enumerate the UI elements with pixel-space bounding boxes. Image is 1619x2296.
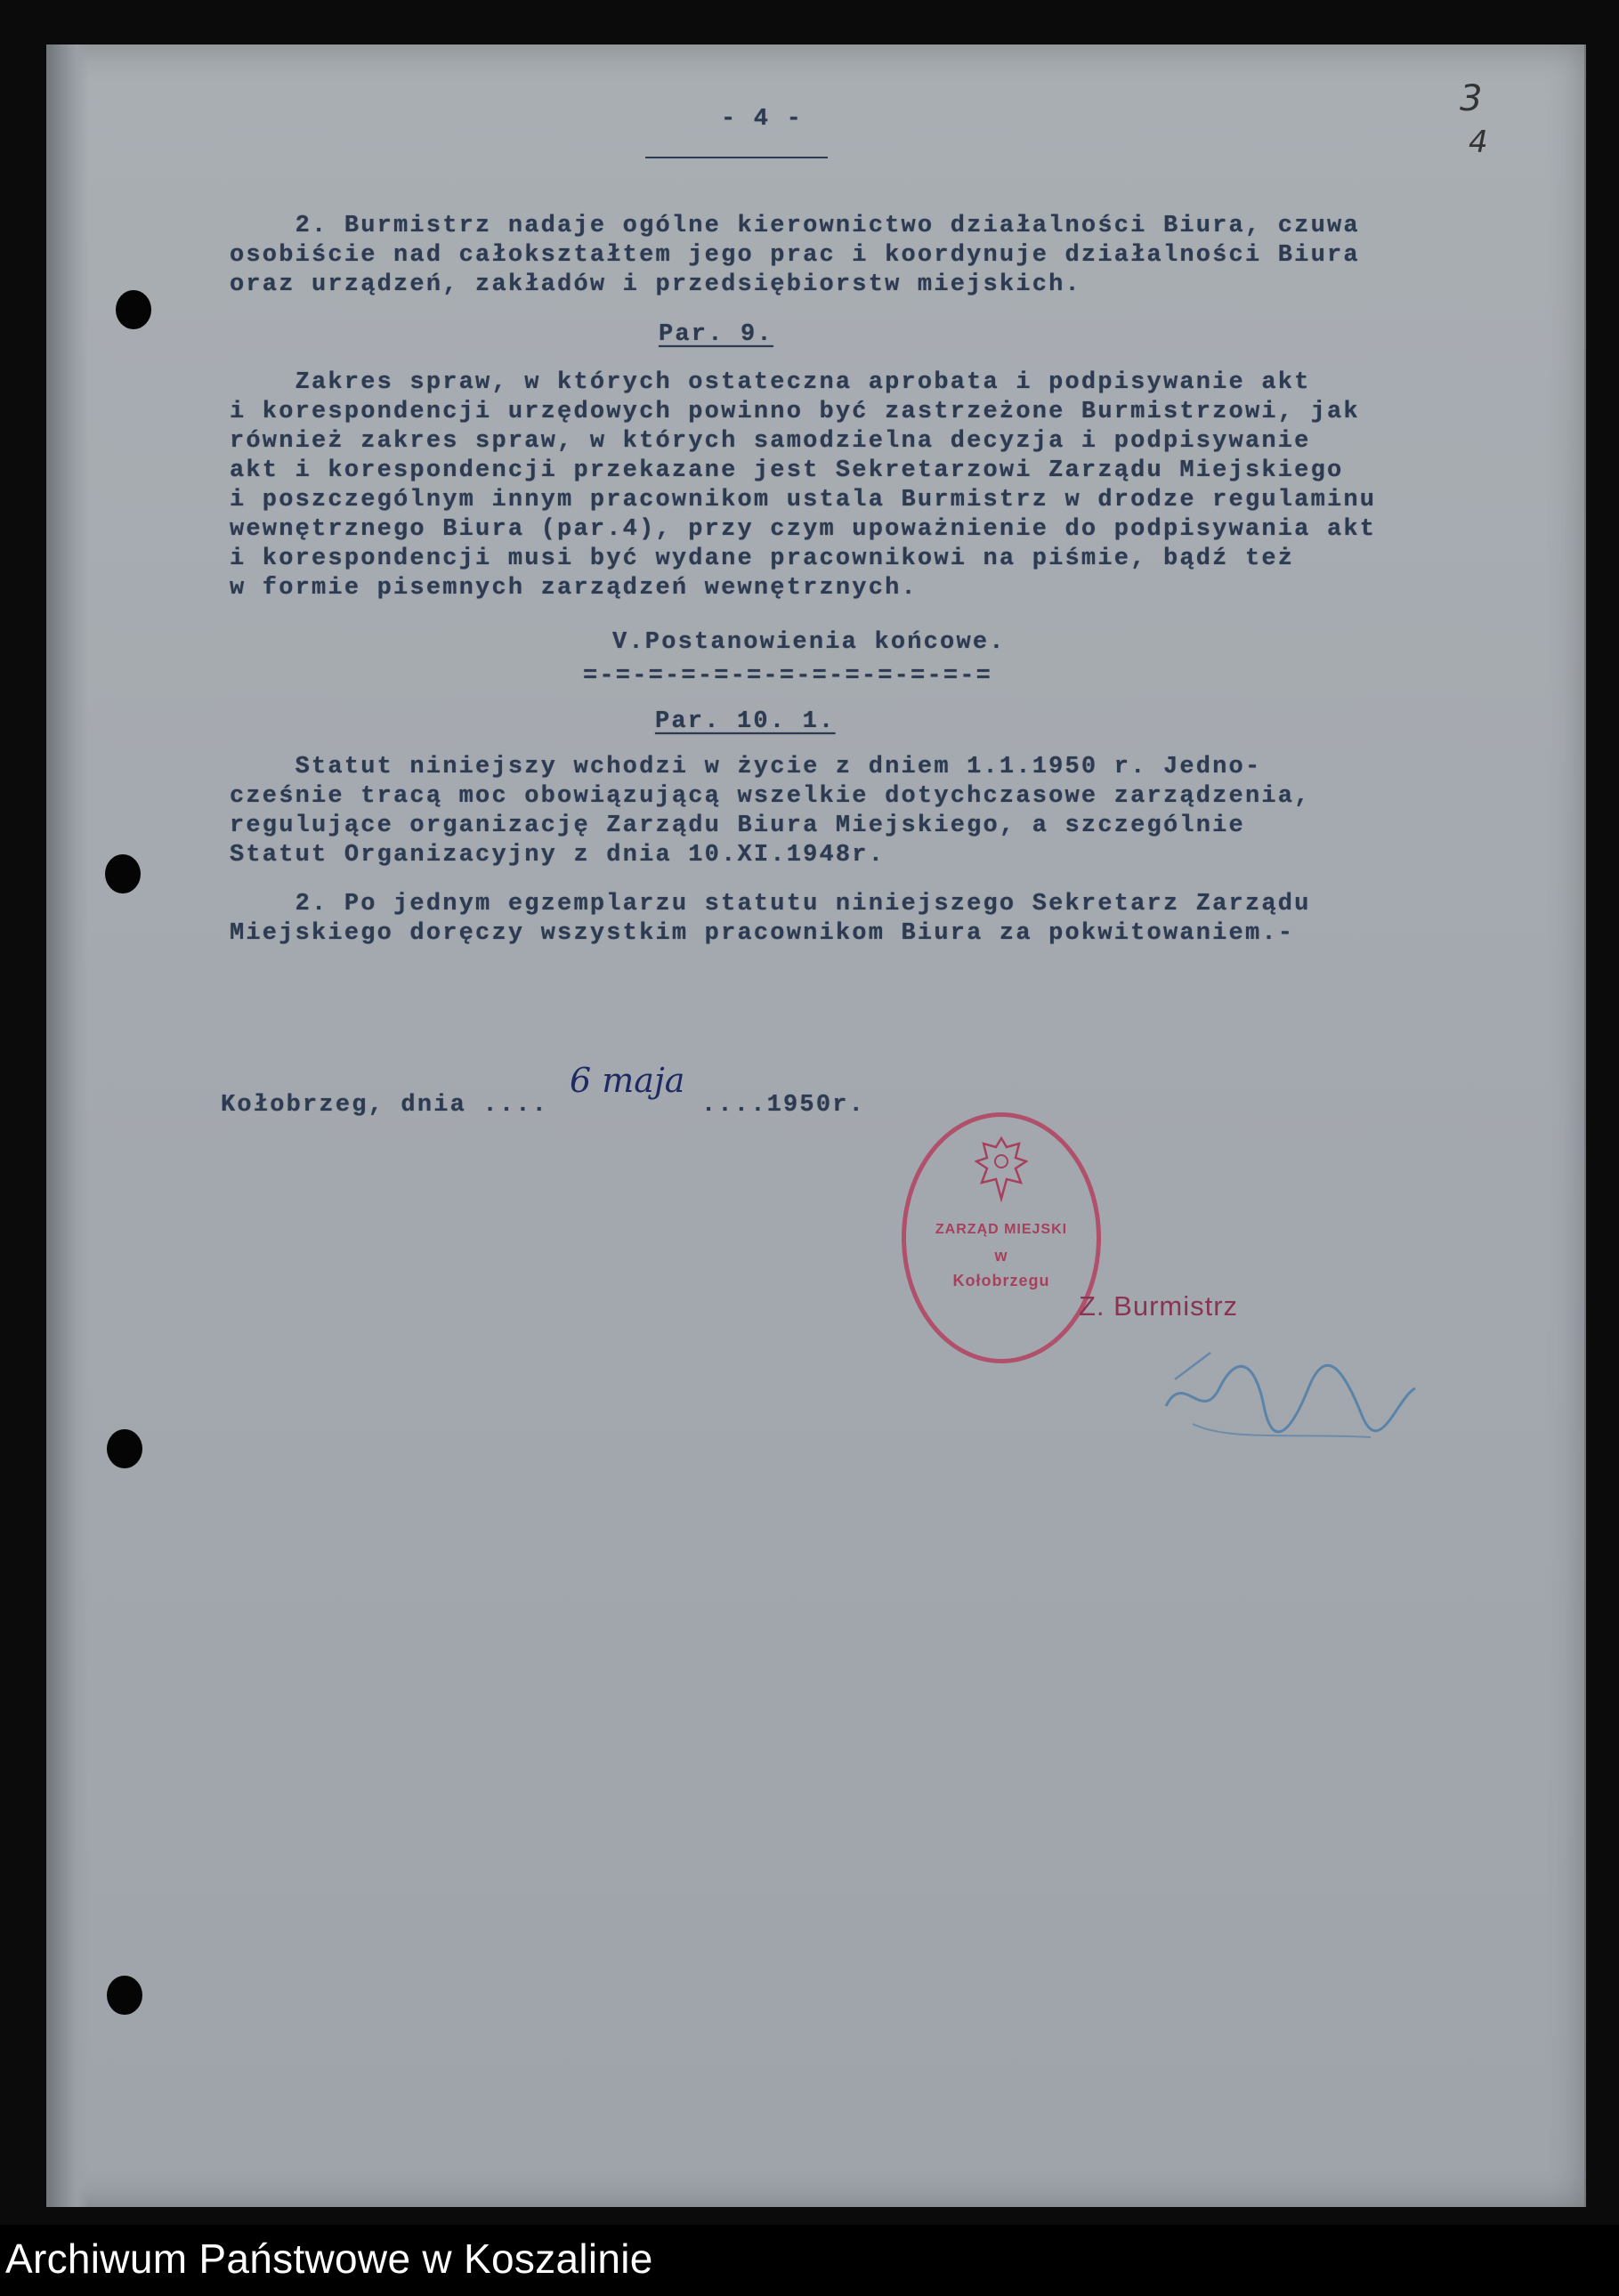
par-10-heading: Par. 10. 1. [655, 708, 836, 735]
archive-footer-label: Archiwum Państwowe w Koszalinie [5, 2235, 653, 2282]
signature-title: Z. Burmistrz [1079, 1290, 1239, 1322]
par-9-line-8: w formie pisemnych zarządzeń wewnętrznych. [230, 575, 918, 602]
par-9-line-5: i poszczególnym innym pracownikom ustala Burmistrz w drodze regulaminu [230, 487, 1377, 513]
place-date-suffix: ....1950r. [701, 1092, 866, 1119]
paragraph-8-2-line-2: osobiście nad całokształtem jego prac i koordynuje działalności Biura [230, 242, 1360, 269]
par-10-1-line-1: Statut niniejszy wchodzi w życie z dniem 1.1.1950 r. Jedno- [230, 754, 1262, 780]
archive-folio-number: 3 [1460, 78, 1483, 119]
paragraph-8-2-line-3: oraz urządzeń, zakładów i przedsiębiorstw miejskich. [230, 271, 1081, 298]
par-10-2-line-1: 2. Po jednym egzemplarzu statutu niniejszego Sekretarz Zarządu [230, 891, 1311, 918]
place-date-prefix: Kołobrzeg, dnia .... [221, 1092, 549, 1119]
header-rule [645, 157, 828, 158]
section-v-rule: =-=-=-=-=-=-=-=-=-=-=-=-= [583, 663, 993, 690]
stamp-text-line-3: Kołobrzegu [952, 1272, 1050, 1289]
stamp-text-line-1: ZARZĄD MIEJSKI [935, 1222, 1068, 1237]
par-10-1-line-3: regulujące organizację Zarządu Biura Miejskiego, a szczególnie [230, 812, 1245, 839]
par-10-2-line-2: Miejskiego doręczy wszystkim pracownikom Biura za pokwitowaniem.- [230, 920, 1295, 947]
handwritten-signature [1157, 1335, 1424, 1459]
par-10-1-line-2: cześnie tracą moc obowiązującą wszelkie dotychczasowe zarządzenia, [230, 783, 1311, 810]
paragraph-8-2-line-1: 2. Burmistrz nadaje ogólne kierownictwo działalności Biura, czuwa [230, 213, 1360, 239]
par-9-line-2: i korespondencji urzędowych powinno być zastrzeżone Burmistrzowi, jak [230, 399, 1360, 425]
binder-hole [105, 854, 141, 893]
binder-hole [107, 1429, 142, 1468]
par-9-line-4: akt i korespondencji przekazane jest Sekretarzowi Zarządu Miejskiego [230, 457, 1344, 484]
par-9-line-1: Zakres spraw, w których ostateczna aprobata i podpisywanie akt [230, 369, 1311, 396]
handwritten-date: 6 maja [570, 1061, 685, 1100]
par-9-heading: Par. 9. [659, 321, 773, 348]
par-10-1-line-4: Statut Organizacyjny z dnia 10.XI.1948r. [230, 842, 886, 869]
binder-hole [107, 1976, 142, 2015]
eagle-emblem-icon [975, 1135, 1028, 1202]
stamp-text-line-2: w [994, 1247, 1008, 1265]
page-number-marker: - 4 - [721, 106, 804, 133]
section-v-title: V.Postanowienia końcowe. [612, 629, 1006, 656]
archive-folio-number-secondary: 4 [1469, 125, 1488, 160]
par-9-line-3: również zakres spraw, w których samodzielna decyzja i podpisywanie [230, 428, 1311, 455]
official-stamp [902, 1112, 1101, 1363]
par-9-line-6: wewnętrznego Biura (par.4), przy czym upoważnienie do podpisywania akt [230, 516, 1377, 543]
par-9-line-7: i korespondencji musi być wydane pracownikowi na piśmie, bądź też [230, 546, 1295, 572]
binder-hole [116, 290, 151, 329]
